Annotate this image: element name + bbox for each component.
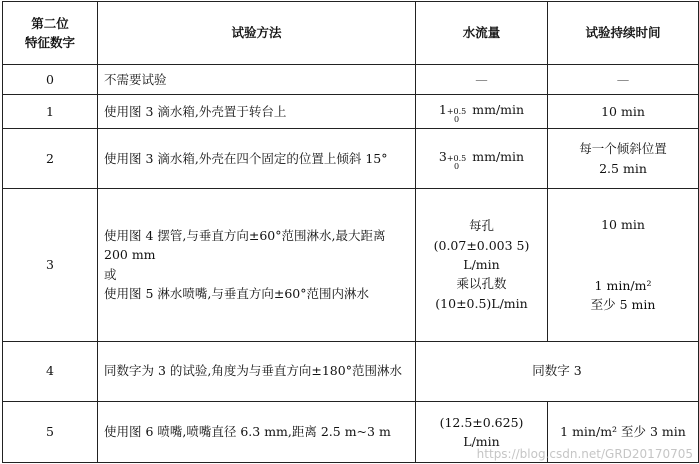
row-1-code: 1 [3,94,98,129]
row-1-flow [416,94,548,129]
row-5-method: 使用图 6 喷嘴,喷嘴直径 6.3 mm,距离 2.5 m~3 m [98,401,416,462]
header-method: 试验方法 [98,2,416,65]
row-3-flow-line4: 乘以孔数 [456,276,507,292]
row-2-flow-tolerance [447,155,466,171]
row-3-code: 3 [3,188,98,341]
row-5-flow-line1: (12.5±0.625) [439,414,524,430]
watermark-text: https://blog.csdn.net/GRD20170705 [476,447,693,461]
row-3-method [98,188,416,341]
row-2-duration-line2: 2.5 min [599,160,647,176]
row-3-flow-line1: 每孔 [468,218,494,234]
row-3-method-or: 或 [104,266,117,282]
row-2-flow-base: 3 [438,148,447,164]
row-1-flow-sup: +0.5 [446,106,467,116]
table-row [3,188,699,341]
row-3-flow [416,188,548,341]
row-3-flow-line5: (10±0.5)L/min [435,295,528,311]
row-0-duration: — [548,65,699,95]
row-5-duration: 1 min/m² 至少 3 min [548,401,699,462]
row-1-flow-tolerance [447,108,466,124]
header-code: 第二位 特征数字 [3,2,98,65]
row-2-flow [416,129,548,188]
row-3-flow-line2: (0.07±0.003 5) [433,237,530,253]
row-2-duration [548,129,699,188]
row-2-method: 使用图 3 滴水箱,外壳在四个固定的位置上倾斜 15° [98,129,416,188]
row-2-flow-unit: mm/min [472,148,525,164]
row-3-method-line1: 使用图 4 摆管,与垂直方向±60°范围淋水,最大距离 200 mm [104,227,386,263]
table-row [3,129,699,188]
row-1-method: 使用图 3 滴水箱,外壳置于转台上 [98,94,416,129]
header-row [3,2,699,65]
row-4-method: 同数字为 3 的试验,角度为与垂直方向±180°范围淋水 [98,341,416,401]
row-3-duration-line1: 10 min [601,216,645,232]
row-5-flow [416,401,548,462]
row-0-flow: — [416,65,548,95]
row-1-flow-sub: 0 [454,114,460,124]
header-duration: 试验持续时间 [548,2,699,65]
table-row [3,341,699,401]
row-2-flow-sup: +0.5 [446,153,467,163]
ip-water-test-table [2,1,699,463]
table-row [3,65,699,95]
row-0-method: 不需要试验 [98,65,416,95]
row-4-code: 4 [3,341,98,401]
row-5-code: 5 [3,401,98,462]
row-4-merged: 同数字 3 [416,341,699,401]
row-5-flow-line2: L/min [463,433,500,449]
row-3-duration-line2: 1 min/m² [594,277,652,293]
row-3-duration [548,188,699,341]
row-2-code: 2 [3,129,98,188]
row-1-flow-base: 1 [438,101,447,117]
row-1-duration: 10 min [548,94,699,129]
row-2-duration-line1: 每一个倾斜位置 [579,141,667,157]
table-row [3,401,699,462]
row-1-flow-unit: mm/min [472,101,525,117]
row-3-flow-line3: L/min [463,256,500,272]
row-3-method-line2: 使用图 5 淋水喷嘴,与垂直方向±60°范围内淋水 [104,285,370,301]
row-2-flow-sub: 0 [454,161,460,171]
row-3-duration-line3: 至少 5 min [590,297,656,313]
table-row [3,94,699,129]
row-0-code: 0 [3,65,98,95]
header-flow: 水流量 [416,2,548,65]
